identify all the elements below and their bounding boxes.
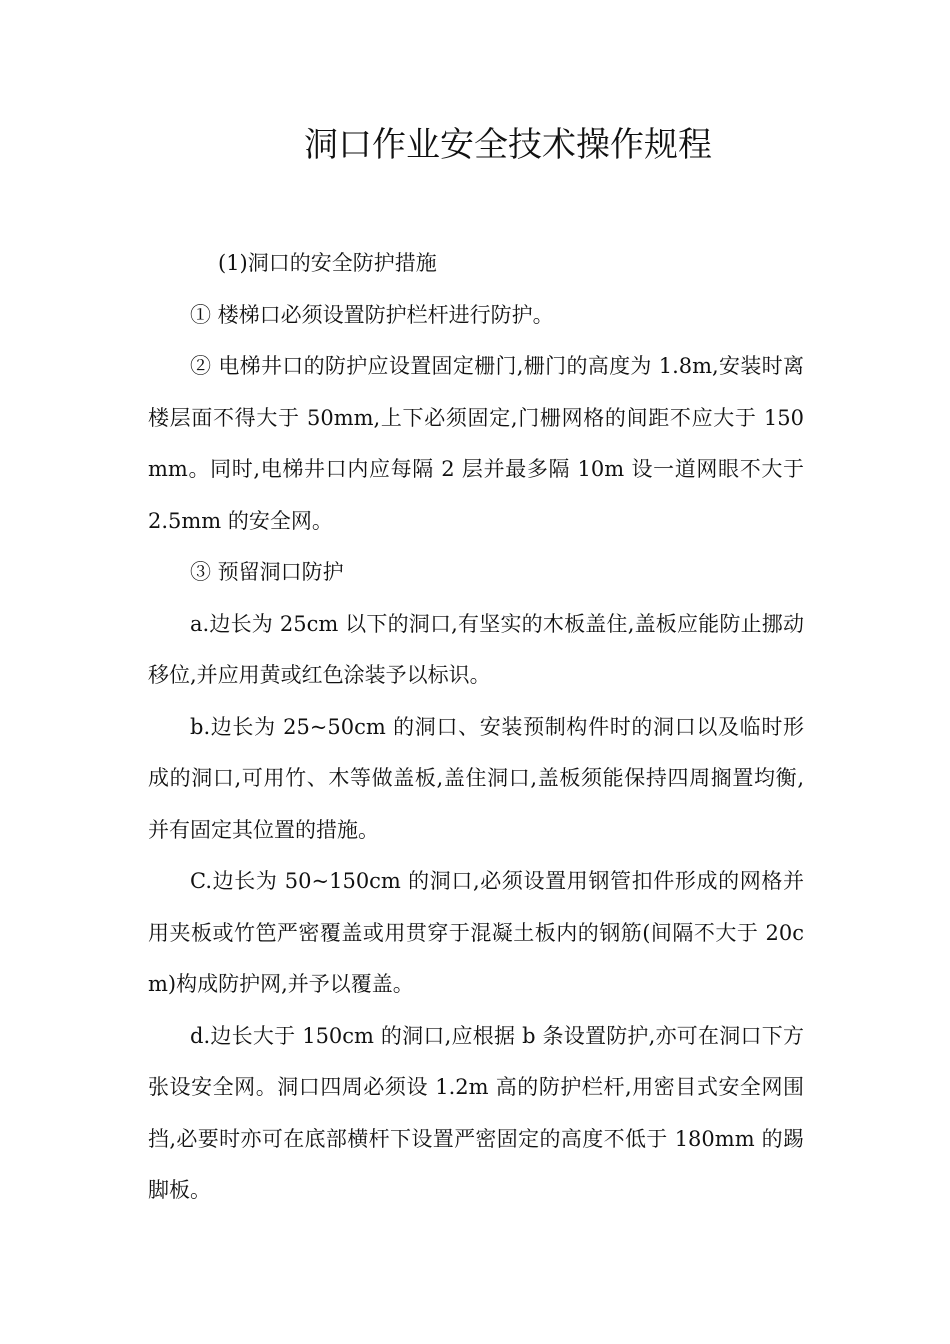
paragraph-item-b: b.边长为 25~50cm 的洞口、安装预制构件时的洞口以及临时形成的洞口,可用竹、木等做盖板,盖住洞口,盖板须能保持四周搁置均衡,并有固定其位置的措施。 bbox=[148, 714, 804, 842]
paragraph-elevator-shaft: ② 电梯井口的防护应设置固定栅门,栅门的高度为 1.8m,安装时离楼层面不得大于 50mm,上下必须固定,门栅网格的间距不应大于 150mm。同时,电梯井口内应每隔 2 层并最多隔 10m 设一道网眼不大于 2.5mm 的安全网。 bbox=[148, 354, 804, 533]
paragraph-item-d: d.边长大于 150cm 的洞口,应根据 b 条设置防护,亦可在洞口下方张设安全网。洞口四周必须设 1.2m 高的防护栏杆,用密目式安全网围挡,必要时亦可在底部横杆下设置严密固定的高度不低于 180mm 的踢脚板。 bbox=[148, 1023, 804, 1202]
paragraph-item-a: a.边长为 25cm 以下的洞口,有坚实的木板盖住,盖板应能防止挪动移位,并应用黄或红色涂装予以标识。 bbox=[148, 611, 804, 687]
section-heading: (1)洞口的安全防护措施 bbox=[218, 251, 437, 275]
paragraph-item-c: C.边长为 50~150cm 的洞口,必须设置用钢管扣件形成的网格并用夹板或竹笆严密覆盖或用贯穿于混凝土板内的钢筋(间隔不大于 20cm)构成防护网,并予以覆盖。 bbox=[148, 869, 804, 996]
paragraph-stair-opening: ① 楼梯口必须设置防护栏杆进行防护。 bbox=[190, 302, 554, 327]
document-title: 洞口作业安全技术操作规程 bbox=[304, 125, 712, 165]
paragraph-reserved-opening: ③ 预留洞口防护 bbox=[190, 560, 344, 584]
document-body bbox=[148, 238, 804, 1217]
